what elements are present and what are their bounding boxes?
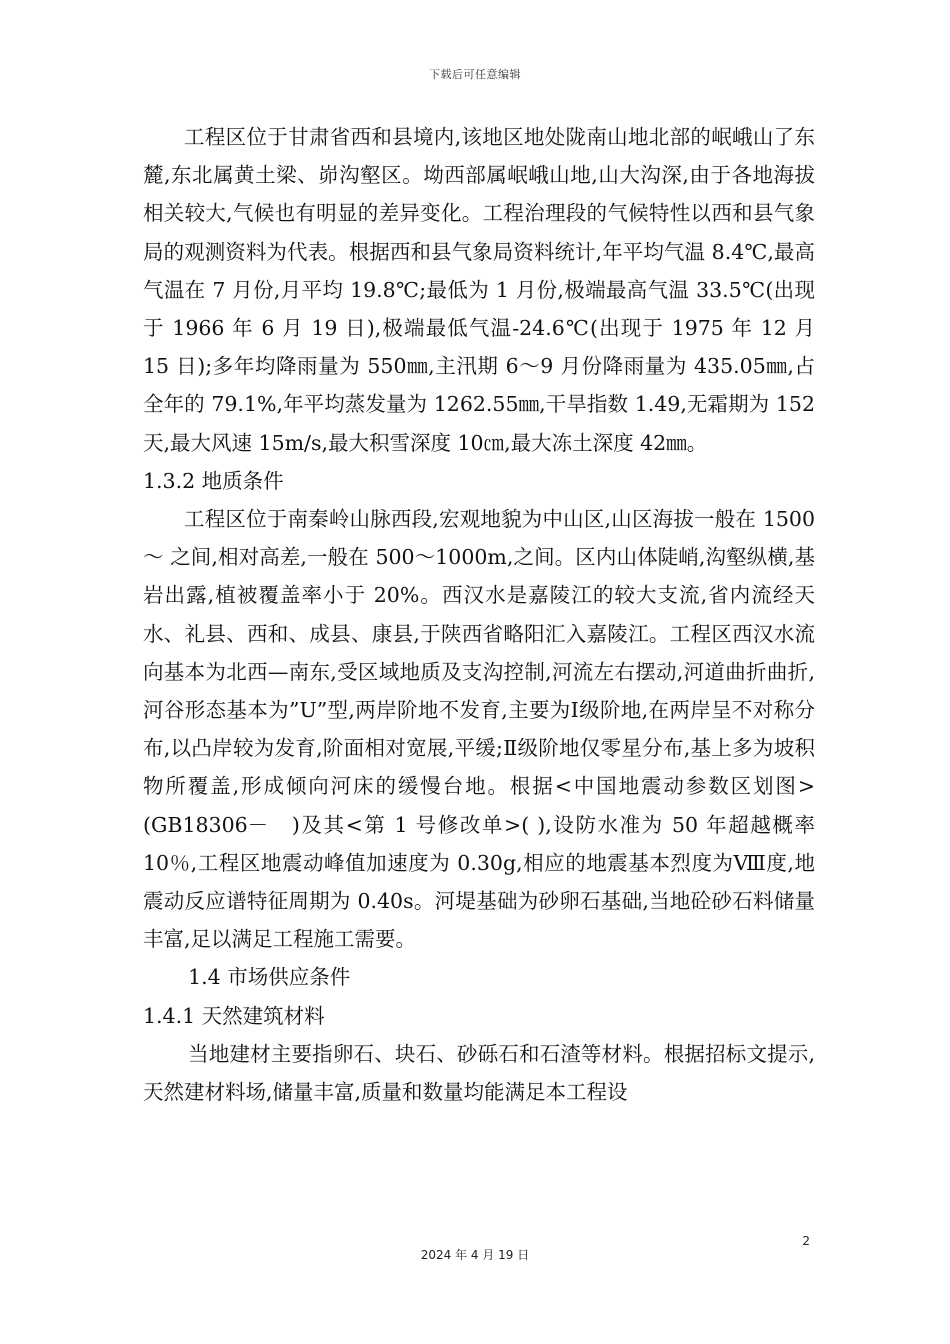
- section-heading-geology: 1.3.2 地质条件: [143, 468, 284, 493]
- document-body: [143, 118, 815, 1111]
- footer-date: 2024 年 4 月 19 日: [420, 1248, 530, 1262]
- section-heading-market-supply: 1.4 市场供应条件: [188, 965, 351, 990]
- section-heading-natural-materials: 1.4.1 天然建筑材料: [143, 1003, 325, 1028]
- paragraph-climate: 工程区位于甘肃省西和县境内,该地区地处陇南山地北部的岷峨山了东麓,东北属黄土梁、峁沟壑区。坳西部属岷峨山地,山大沟深,由于各地海拔相关较大,气候也有明显的差异变化。工程治理段的气候特性以西和县气象局的观测资料为代表。根据西和县气象局资料统计,年平均气温 8.4℃,最高气温在 7 月份,月平均 19.8℃;最低为 1 月份,极端最高气温 33.5℃(出现于 1966 年 6 月 19 日),极端最低气温-24.6℃(出现于 1975 年 12 月 15 日);多年均降雨量为 550㎜,主汛期 6～9 月份降雨量为 435.05㎜,占全年的 79.1%,年平均蒸发量为 1262.55㎜,干旱指数 1.49,无霜期为 152 天,最大风速 15m/s,最大积雪深度 10㎝,最大冻土深度 42㎜。: [143, 125, 815, 455]
- page-number: 2: [802, 1234, 810, 1248]
- paragraph-materials: 当地建材主要指卵石、块石、砂砾石和石渣等材料。根据招标文提示,天然建材料场,储量丰富,质量和数量均能满足本工程设: [143, 1041, 815, 1105]
- page-header: 下载后可任意编辑: [429, 68, 521, 81]
- paragraph-geology: 工程区位于南秦岭山脉西段,宏观地貌为中山区,山区海拔一般在 1500～ 之间,相对高差,一般在 500～1000m,之间。区内山体陡峭,沟壑纵横,基岩出露,植被覆盖率小于 20%。西汉水是嘉陵江的较大支流,省内流经天水、礼县、西和、成县、康县,于陕西省略阳汇入嘉陵江。工程区西汉水流向基本为北西—南东,受区域地质及支沟控制,河流左右摆动,河道曲折曲折,河谷形态基本为”U”型,两岸阶地不发育,主要为Ⅰ级阶地,在两岸呈不对称分布,以凸岸较为发育,阶面相对宽展,平缓;Ⅱ级阶地仅零星分布,基上多为坡积物所覆盖,形成倾向河床的缓慢台地。根据<中国地震动参数区划图>(GB18306－ )及其<第 1 号修改单>( ),设防水准为 50 年超越概率 10％,工程区地震动峰值加速度为 0.30g,相应的地震基本烈度为Ⅷ度,地震动反应谱特征周期为 0.40s。河堤基础为砂卵石基础,当地砼砂石料储量丰富,足以满足工程施工需要。: [143, 507, 815, 952]
